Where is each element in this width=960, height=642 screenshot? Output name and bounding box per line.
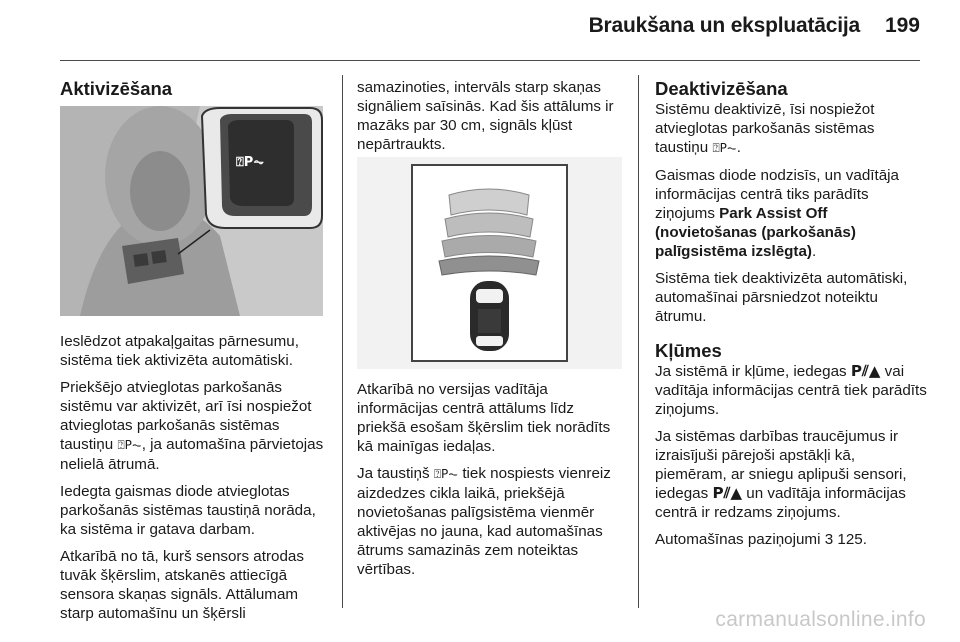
section-heading-activation: Aktivizēšana	[60, 78, 173, 99]
paragraph: Sistēma tiek deaktivizēta automātiski, automašīnai pārsniedzot noteiktu ātrumu.	[655, 270, 908, 325]
text-run: vai vadītāja informācijas centrā tiek parādīts ziņojums.	[655, 363, 927, 418]
text-run: .	[736, 139, 741, 156]
section-heading-deactivation: Deaktivizēšana	[655, 78, 788, 99]
text-run: tiek nospiests vienreiz aizdedzes cikla laikā, priekšējā novietošanas palīgsistēma vienmēr aktivējas no jauna, kad automašīnas ātrums samazinās zem noteiktas vērtības.	[357, 465, 611, 578]
paragraph	[655, 166, 927, 261]
park-assist-button-icon: ⍰P⏦	[712, 141, 737, 155]
paragraph: Ieslēdzot atpakaļgaitas pārnesumu, sistēma tiek aktivizēta automātiski.	[60, 333, 299, 369]
text-run: , ja automašīna pārvietojas nelielā ātrumā.	[60, 436, 324, 473]
section-heading-faults: Kļūmes	[655, 340, 722, 361]
text-run: Ja sistēmas darbības traucējumus ir izraisījuši pārejoši apstākļi kā, piemēram, ar sniegu aplipuši sensori, iedegas	[655, 428, 907, 502]
text-run: Ja taustiņš	[357, 465, 430, 482]
figure-distance-display	[357, 157, 622, 369]
paragraph: Iedegta gaismas diode atvieglotas parkošanās sistēmas taustiņā norāda, ka sistēma ir gatava darbam.	[60, 483, 316, 538]
svg-text:⍰P⏦: ⍰P⏦	[236, 155, 264, 170]
paragraph	[60, 378, 330, 474]
column-1	[60, 78, 330, 100]
paragraph	[655, 362, 927, 419]
paragraph	[655, 427, 927, 522]
text-run: Sistēmu deaktivizē, īsi nospiežot atvieglotas parkošanās sistēmas taustiņu	[655, 101, 875, 156]
distance-display-illustration	[357, 157, 622, 369]
park-assist-button-icon: ⍰P⏦	[433, 467, 459, 481]
watermark-text: carmanualsonline.info	[715, 608, 926, 631]
page-reference: 125.	[837, 531, 867, 548]
paragraph	[357, 464, 627, 579]
column-divider-2	[638, 75, 639, 608]
paragraph: samazinoties, intervāls starp skaņas signāliem saīsinās. Kad šis attālums ir mazāks par 30 cm, signāls kļūst nepārtraukts.	[357, 79, 614, 153]
message-text: Park Assist Off (novietošanas (parkošanās) palīgsistēma izslēgta)	[655, 205, 856, 260]
text-run: .	[812, 243, 817, 260]
paragraph: Atkarībā no versijas vadītāja informācijas centrā attālums līdz priekšā esošam šķērslim tiek norādīts kā mainīgas iedaļas.	[357, 381, 611, 455]
column-divider-1	[342, 75, 343, 608]
header-rule	[60, 60, 920, 61]
paragraph	[655, 100, 927, 158]
paragraph: Atkarībā no tā, kurš sensors atrodas tuvāk šķērslim, atskanēs attiecīgā sensora skaņas signāls. Attālumam starp automašīnu un šķērsli	[60, 548, 304, 622]
paragraph	[655, 530, 927, 549]
fault-icon: P⫽▲	[712, 484, 743, 502]
column-1-body	[60, 332, 330, 631]
page-header-title: Braukšana un ekspluatācija	[588, 14, 860, 37]
text-run: Priekšējo atvieglotas parkošanās sistēmu var aktivizēt, arī īsi nospiežot atvieglotas parkošanās sistēmas taustiņu	[60, 379, 312, 453]
text-run: Automašīnas paziņojumi	[655, 531, 821, 548]
park-assist-button-icon: ⍰P⏦	[117, 438, 142, 452]
column-3	[655, 78, 927, 557]
page-number: 199	[884, 14, 920, 37]
page-reference-icon: 3	[824, 531, 834, 548]
text-run: un vadītāja informācijas centrā ir redzams ziņojums.	[655, 485, 906, 521]
column-2	[357, 78, 627, 162]
gear-console-illustration	[60, 106, 323, 316]
column-2-body	[357, 380, 627, 587]
figure-gear-console	[60, 106, 323, 316]
text-run: Ja sistēmā ir kļūme, iedegas	[655, 363, 847, 380]
fault-icon: P⫽▲	[850, 362, 881, 380]
text-run: Gaismas diode nodzisīs, un vadītāja informācijas centrā tiks parādīts ziņojums	[655, 167, 899, 222]
